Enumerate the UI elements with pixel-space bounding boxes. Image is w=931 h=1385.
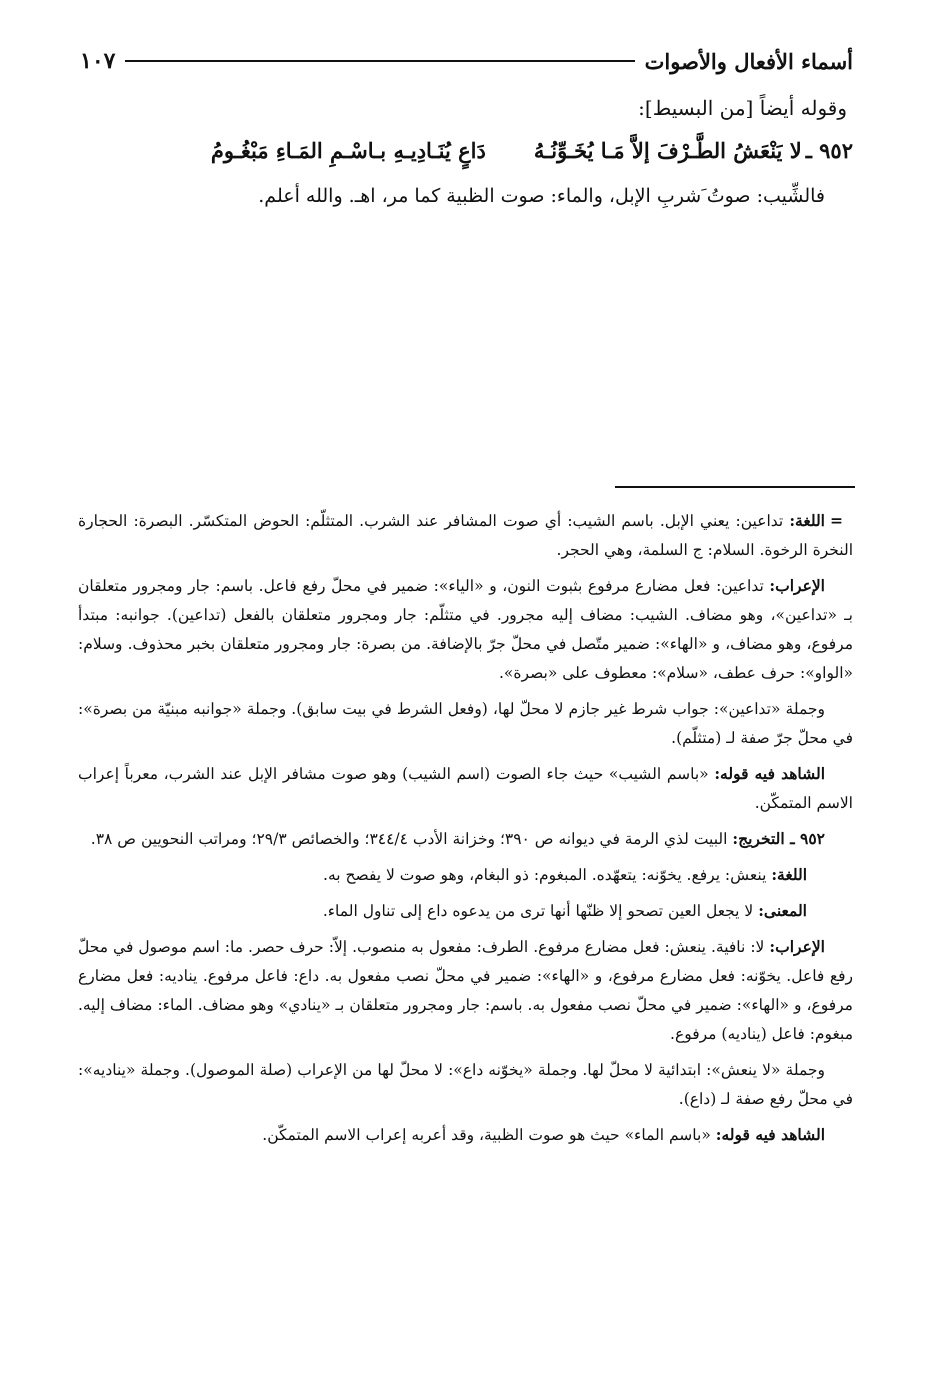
- footnote-label: الإعراب:: [769, 937, 825, 956]
- footnote-text: تداعين: فعل مضارع مرفوع بثبوت النون، و «الياء»: ضمير في محلّ رفع فاعل. باسم: جار ومجرور متعلقان بـ «تداعين»، وهو مضاف. الشيب: مضاف إليه مجرور. في متثلّم: جار ومجرور متعلقان بالفعل (تداعين). جوانبه: مبتدأ مرفوع، وهو مضاف، و «الهاء»: ضمير متّصل في محلّ جرّ بالإضافة. من بصرة: جار ومجرور متعلقان بخبر محذوف. وسلام: «الواو»: حرف عطف، «سلام»: معطوف على «بصرة».: [78, 577, 853, 682]
- footnote-label: المعنى:: [758, 901, 807, 920]
- verse-commentary: فالشِّيب: صوتُ َشربِ الإبل، والماء: صوت الظبية كما مر، اهـ. والله أعلم.: [258, 185, 825, 207]
- footnotes: [78, 506, 853, 1156]
- footnote-text: وجملة «لا ينعش»: ابتدائية لا محلّ لها. وجملة «يخوّنه داع»: لا محلّ لها من الإعراب (صلة الموصول). وجملة «يناديه»: في محلّ رفع صفة لـ (داع).: [78, 1061, 853, 1108]
- verse-line: [80, 138, 853, 163]
- footnote-paragraph: [78, 506, 853, 565]
- verse-hemistich-second: دَاعٍ يُنَـادِيـهِ بـاسْـمِ المَـاءِ مَبْغُـومُ: [210, 138, 486, 163]
- running-header: [80, 44, 853, 78]
- footnote-separator: [615, 486, 855, 488]
- footnote-text: البيت لذي الرمة في ديوانه ص ٣٩٠؛ وخزانة الأدب ٣٤٤/٤؛ والخصائص ٢٩/٣؛ ومراتب النحويين ص ٣٨.: [90, 830, 728, 848]
- footnote-text: «باسم الماء» حيث هو صوت الظبية، وقد أعربه إعراب الاسم المتمكّن.: [262, 1126, 711, 1144]
- footnote-paragraph: [78, 1120, 853, 1150]
- footnote-label: الإعراب:: [769, 576, 825, 595]
- continuation-mark: =: [830, 511, 843, 530]
- footnote-paragraph: [78, 759, 853, 818]
- footnote-text: تداعين: يعني الإبل. باسم الشيب: أي صوت المشافر عند الشرب. المتثلّم: الحوض المتكسّر. البصرة: الحجارة النخرة الرخوة. السلام: ج السلمة، وهي الحجر.: [78, 512, 853, 559]
- footnote-text: وجملة «تداعين»: جواب شرط غير جازم لا محلّ لها، (وفعل الشرط في بيت سابق). وجملة «جوانبه مبنيّة من بصرة»: في محلّ جرّ صفة لـ (متثلّم).: [78, 700, 853, 747]
- footnote-paragraph: [78, 571, 853, 688]
- footnote-paragraph: [78, 824, 853, 854]
- header-rule: [125, 60, 634, 62]
- footnote-text: ينعش: يرفع. يخوّنه: يتعهّده. المبغوم: ذو البغام، وهو صوت لا يفصح به.: [323, 866, 767, 884]
- running-title: أسماء الأفعال والأصوات: [644, 48, 853, 74]
- page-number: ١٠٧: [80, 48, 116, 74]
- footnote-paragraph: [78, 860, 853, 890]
- footnote-label: الشاهد فيه قوله:: [714, 764, 826, 783]
- footnote-label: اللغة:: [789, 511, 825, 530]
- footnote-paragraph: [78, 896, 853, 926]
- verse-intro: وقوله أيضاً [من البسيط]:: [638, 96, 847, 120]
- footnote-label: ٩٥٢ ـ التخريج:: [732, 829, 825, 848]
- footnote-text: لا: نافية. ينعش: فعل مضارع مرفوع. الطرف: مفعول به منصوب. إلاّ: حرف حصر. ما: اسم موصول في محلّ رفع فاعل. يخوّنه: فعل مضارع مرفوع، و «الهاء»: ضمير في محلّ نصب مفعول به. داع: فاعل مرفوع. يناديه: فعل مضارع مرفوع، و «الهاء»: ضمير في محلّ نصب مفعول به. باسم: جار ومجرور متعلقان بـ «ينادي» وهو مضاف. الماء: مضاف إليه. مبغوم: فاعل (يناديه) مرفوع.: [78, 938, 853, 1043]
- footnote-label: اللغة:: [771, 865, 807, 884]
- verse-hemistich-first: لا يَنْعَشُ الطَّـرْفَ إلاَّ مَـا يُخَـوِّنُـهُ: [533, 138, 802, 163]
- footnote-text: لا يجعل العين تصحو إلا ظنّها أنها ترى من يدعوه داع إلى تناول الماء.: [322, 902, 754, 920]
- footnote-paragraph: [78, 694, 853, 753]
- verse-number: ٩٥٢ ـ: [805, 138, 853, 163]
- footnote-paragraph: [78, 1055, 853, 1114]
- footnote-paragraph: [78, 932, 853, 1049]
- footnote-label: الشاهد فيه قوله:: [715, 1125, 825, 1144]
- footnote-text: «باسم الشيب» حيث جاء الصوت (اسم الشيب) وهو صوت مشافر الإبل عند الشرب، معرباً إعراب الاسم المتمكّن.: [78, 765, 853, 812]
